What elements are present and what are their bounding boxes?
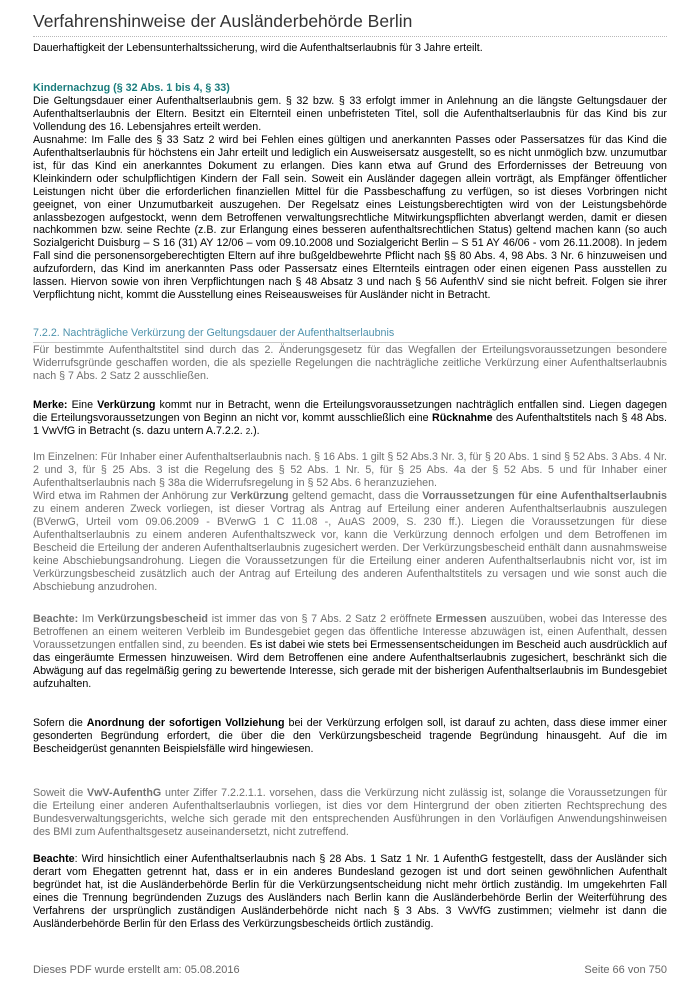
kindernachzug-paragraph-1: Die Geltungsdauer einer Aufenthaltserlaubnis gem. § 32 bzw. § 33 erfolgt immer in Anlehnung an die längste Geltungsdauer der Aufenthaltserlaubnis der Eltern. Besitzt ein Elternteil einen unbefristeten Titel, soll die Aufenthaltserlaubnis für das Kind bis zur Vollendung des 16. Lebensjahres erteilt werden. [33, 94, 667, 133]
footer-created-date: Dieses PDF wurde erstellt am: 05.08.2016 [33, 964, 240, 976]
kindernachzug-paragraph-2: Ausnahme: Im Falle des § 33 Satz 2 wird bei Fehlen eines gültigen und anerkannten Passes oder Passersatzes für das Kind die Aufenthaltserlaubnis für höchstens ein Jahr erteilt und lediglich ein Ausweisersatz ausgestellt, so es nicht unmöglich bzw. unzumutbar ist, für das Kind ein anerkanntes Dokument zu erlangen. Dies kann etwa auf Grund des Erfordernisses der Betreuung von Kleinkindern oder schulpflichtigen Kindern der Fall sein. Soweit ein Ausländer dagegen allein vorträgt, als Empfänger öffentlicher Leistungen nicht über die erforderlichen finanziellen Mittel für die Passbeschaffung zu verfügen, so ist dieses Vorbringen nicht geeignet, von einer Unzumutbarkeit auszugehen. Der Regelsatz eines Leistungsberechtigten wird von der Leistungsbehörde anlassbezogen aufgestockt, wenn dem Betroffenen verwaltungsrechtliche Mitwirkungspflichten abverlangt werden, damit er diesen nachkommen bzw. seine Rechte (z.B. zur Erlangung eines besseren aufenthaltsrechtlichen Status) geltend machen kann (so auch Sozialgericht Duisburg – S 16 (31) AY 12/06 – vom 09.10.2008 und Sozialgericht Berlin – S 51 AY 46/06 - vom 26.11.2008). In jedem Fall sind die personensorgeberechtigten Eltern auf ihre bußgeldbewehrte Pflicht nach §§ 80 Abs. 4, 98 Abs. 3 Nr. 6 hinzuweisen und aufzufordern, das Kind im anerkannten Pass oder Passersatz eines Elternteils eintragen oder einen eigenen Pass ausstellen zu lassen. Hiervon sowie von ihren Verpflichtungen nach § 48 Absatz 3 und nach § 56 AufenthV sind sie nicht befreit. Folgen sie ihrer Verpflichtung nicht, kommt die Ausstellung eines Reiseausweises für Ausländer nicht in Betracht. [33, 133, 667, 302]
beachte1-bold-2: Ermessen [435, 613, 487, 625]
merke-bold-verkuerzung: Verkürzung [97, 399, 156, 411]
beachte-ermessen-paragraph [33, 613, 667, 691]
beachte-label-1: Beachte: [33, 613, 79, 625]
sofern-text-1: Sofern die [33, 717, 87, 729]
wird-paragraph [33, 490, 667, 594]
beachte1-text-3: auszuüben, wobei das Interesse des Betroffenen an einem weiteren Verbleib im Bundesgebiet gegen das öffentliche Interesse abzuwägen ist, einen Aufenthalt, dessen Voraussetzungen entfallen sind, zu beenden. [33, 613, 667, 651]
sofern-paragraph [33, 717, 667, 756]
wird-text-3: zu einem anderen Zweck vorliegen, ist dieser Vortrag als Antrag auf Erteilung einer anderen Aufenthaltserlaubnis auszulegen (BVerwG, Urteil vom 09.06.2009 - BVerwG 1 C 11.08 -, AuAS 2009, S. 230 ff.). Liegen die Voraussetzungen für diese Aufenthaltserlaubnis zu einem anderen Aufenthaltszweck vor, kann die Verkürzung dennoch erfolgen und dem Betroffenen im Bescheid die Erteilung der anderen Aufenthaltserlaubnis zugesichert werden. Der Verkürzungsbescheid enthält dann ausnahmsweise keine Abschiebungsandrohung. Liegen die Voraussetzungen für die Erteilung einer anderen Aufenthaltserlaubnis nicht vor, ist im Verkürzungsbescheid zusätzlich auch der Antrag auf Erteilung des anderen Aufenthaltstitels zu versagen und wie sonst auch die Abschiebung anzudrohen. [33, 502, 667, 593]
intro-text: Dauerhaftigkeit der Lebensunterhaltssicherung, wird die Aufenthaltserlaubnis für 3 Jahre erteilt. [33, 42, 483, 54]
merke-label: Merke: [33, 399, 68, 411]
soweit-paragraph [33, 787, 667, 839]
wird-text-2: geltend gemacht, dass die [288, 489, 423, 502]
merke-small-ref: 2 [245, 426, 251, 436]
merke-text-4: .). [250, 424, 260, 437]
page-header-title: Verfahrenshinweise der Ausländerbehörde Berlin [33, 11, 413, 31]
beachte1-text-4: Es ist dabei wie stets bei Ermessensentscheidungen im Bescheid auch ausdrücklich auf das eingeräumte Ermessen hinzuweisen. Wird dem Betroffenen eine andere Aufenthaltserlaubnis zugesichert, beschränkt sich die Abwägung auf das regelmäßig gering zu bewertende Interesse, sich gerade mit der bisherigen Aufenthaltserlaubnis im Bundesgebiet aufzuhalten. [33, 638, 667, 690]
soweit-text-2: unter Ziffer 7.2.2.1.1. vorsehen, dass die Verkürzung nicht zulässig ist, solange die Voraussetzungen für die Erteilung einer anderen Aufenthaltserlaubnis vorliegen, ist dies vor dem Hintergrund der oben zitierten Rechtsprechung des Bundesverwaltungsgerichts, welche sich gerade mit den entsprechenden Ausführungen in den Vorläufigen Anwendungshinweisen des BMI zum Aufenthaltsgesetz auseinandersetzt, nicht zutreffend. [33, 787, 668, 838]
wird-text-1: Wird etwa im Rahmen der Anhörung zur [33, 489, 231, 502]
beachte1-text-2: ist immer das von § 7 Abs. 2 Satz 2 eröffnete [207, 613, 436, 625]
section-heading: 7.2.2. Nachträgliche Verkürzung der Geltungsdauer der Aufenthaltserlaubnis [33, 327, 395, 339]
kindernachzug-section [33, 82, 667, 302]
beachte-zustaendigkeit-paragraph [33, 853, 667, 931]
sofern-text-2: bei der Verkürzung erfolgen soll, ist darauf zu achten, dass diese immer einer gesonderten Begründung erfordert, die über die den Verkürzungsbescheid tragende Begründung hinausgeht. Auf die im Bescheidgerüst genannten Beispielsfälle wird hingewiesen. [33, 717, 667, 755]
merke-text-3: des Aufenthaltstitels nach § 48 Abs. 1 VwVfG in Betracht (s. dazu untern A.7.2.2. [33, 411, 667, 437]
einzelnen-paragraph: Im Einzelnen: Für Inhaber einer Aufenthaltserlaubnis nach. § 16 Abs. 1 gilt § 52 Abs.3 Nr. 3, für § 20 Abs. 1 sind § 52 Abs. 3 Abs. 4 Nr. 2 und 3, für § 25 Abs. 3 ist die Regelung des § 52 Abs. 1 Nr. 5, für § 25 Abs. 4a der § 52 Abs. 5 und für Inhaber einer Aufenthaltserlaubnis nach § 38a die Widerrufsregelung in § 52 Abs. 6 heranzuziehen. [33, 451, 667, 489]
section-divider [33, 342, 667, 343]
wird-bold-2: Vorraussetzungen für eine Aufenthaltserlaubnis [422, 489, 667, 502]
einzelnen-block [33, 451, 667, 593]
merke-paragraph [33, 399, 667, 439]
soweit-bold: VwV-AufenthG [86, 787, 162, 799]
wird-bold-1: Verkürzung [230, 489, 289, 502]
beachte1-text-1: Im [78, 613, 98, 625]
merke-bold-ruecknahme: Rücknahme [431, 411, 493, 424]
beachte2-text: : Wird hinsichtlich einer Aufenthaltserlaubnis nach § 28 Abs. 1 Satz 1 Nr. 1 AufenthG festgestellt, dass der Ausländer sich derart vom Ehegatten getrennt hat, dass er in ein anderes Bundesland gezogen ist und dort seinen gewöhnlichen Aufenthalt begründet hat, ist die Ausländerbehörde Berlin für die Verkürzungsentscheidung nicht mehr örtlich zuständig. Im umgekehrten Fall eines die Trennung begründenden Zuzugs des Ausländers nach Berlin kann die Ausländerbehörde Berlin der Weiterführung des Verfahrens der ursprünglich zuständigen Ausländerbehörde nicht nach § 3 Abs. 3 VwVfG zustimmen; vielmehr ist dann die Ausländerbehörde Berlin für den Erlass des Verkürzungsbescheids örtlich zuständig. [33, 853, 667, 930]
sofern-bold: Anordnung der sofortigen Vollziehung [86, 717, 285, 729]
section-intro: Für bestimmte Aufenthaltstitel sind durch das 2. Änderungsgesetz für das Wegfallen der Erteilungsvoraussetzungen besondere Widerrufsgründe geschaffen worden, die als spezielle Regelungen die nachträgliche zeitliche Verkürzung einer Aufenthaltserlaubnis nach § 7 Abs. 2 Satz 2 ausschließen. [33, 344, 667, 382]
beachte-label-2: Beachte [33, 853, 75, 865]
footer-page-number: Seite 66 von 750 [584, 964, 667, 976]
merke-text-2: kommt nur in Betracht, wenn die Erteilungsvoraussetzungen nachträglich entfallen sind. Liegen dagegen die Erteilungsvoraussetzungen von Beginn an nicht vor, kommt ausschließlich eine [33, 399, 667, 424]
merke-text-1: Eine [67, 399, 98, 411]
kindernachzug-heading: Kindernachzug (§ 32 Abs. 1 bis 4, § 33) [33, 82, 230, 94]
beachte1-bold-1: Verkürzungsbescheid [97, 613, 208, 625]
header-divider [33, 36, 667, 37]
soweit-text-1: Soweit die [33, 787, 87, 799]
